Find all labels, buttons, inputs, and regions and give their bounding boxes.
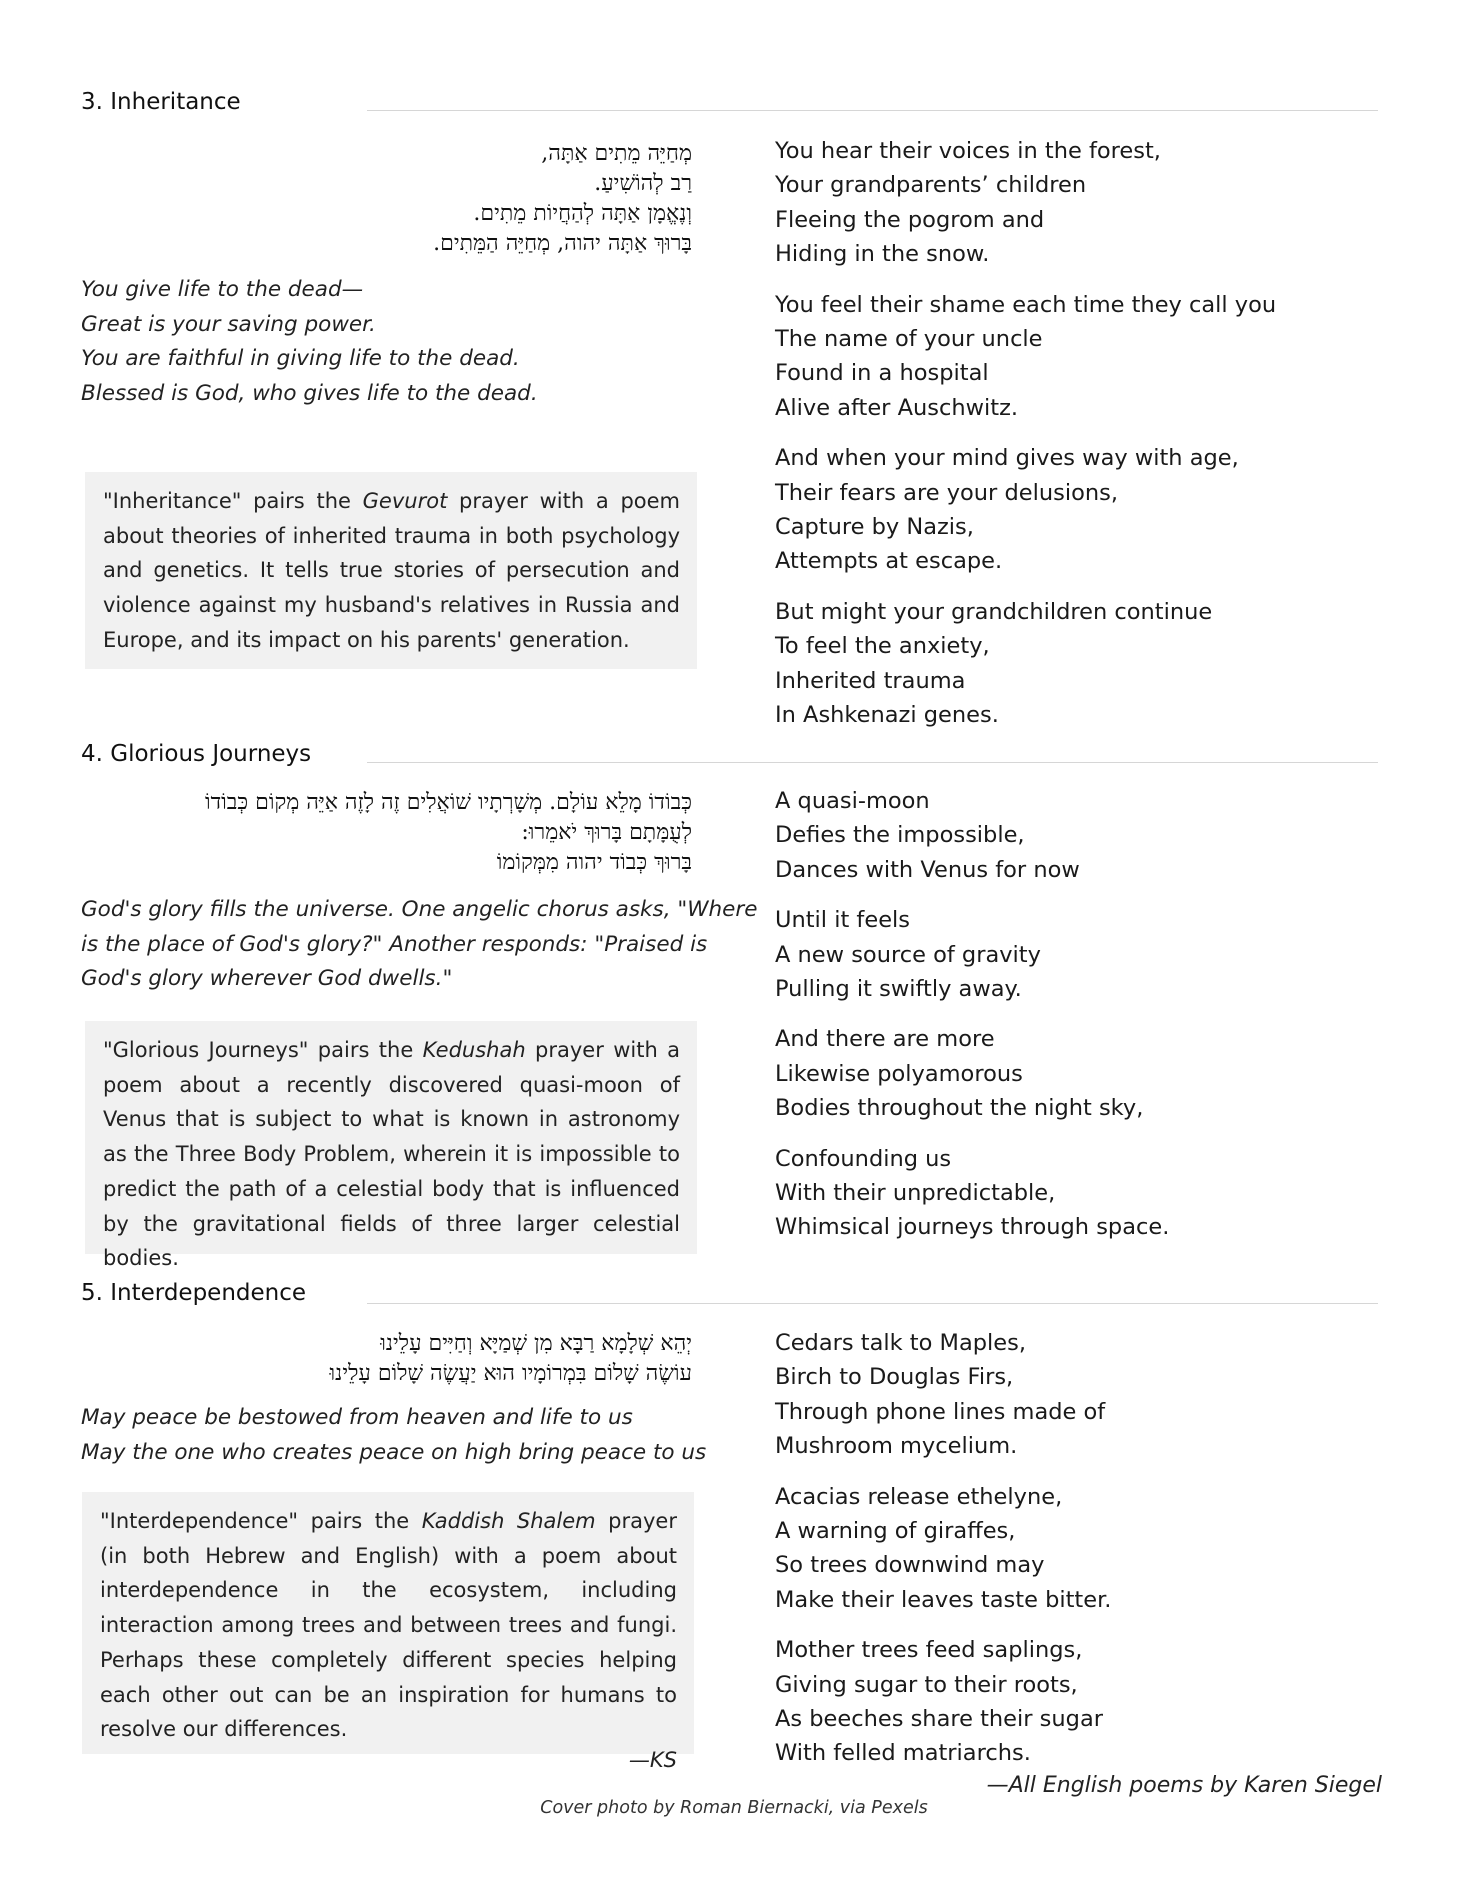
hebrew-line: מְחַיֵּה מֵתִים אַתָּה, xyxy=(541,141,692,166)
poem xyxy=(775,134,1276,749)
english-translation xyxy=(81,1401,706,1470)
poem-line: Fleeing the pogrom and xyxy=(775,206,1045,233)
english-translation xyxy=(81,273,538,411)
poem-line: Make their leaves taste bitter. xyxy=(775,1586,1112,1613)
stanza xyxy=(775,1326,1111,1464)
commentary-box xyxy=(85,1021,697,1271)
note-text-start: "Interdependence" pairs the xyxy=(100,1509,422,1533)
stanza xyxy=(775,1142,1169,1245)
poem-line: A new source of gravity xyxy=(775,941,1041,968)
poem-line: And there are more xyxy=(775,1026,995,1053)
poem-line: Pulling it swiftly away. xyxy=(775,976,1022,1003)
poem-line: The name of your uncle xyxy=(775,326,1043,353)
poem-line: A warning of giraffes, xyxy=(775,1518,1016,1545)
poem-line: Their fears are your delusions, xyxy=(775,479,1118,506)
translation-line: You are faithful in giving life to the dead. xyxy=(81,346,520,371)
poem-line: With felled matriarchs. xyxy=(775,1740,1031,1767)
poem-line: Hiding in the snow. xyxy=(775,241,990,268)
note-text-start: "Inheritance" pairs the xyxy=(103,489,363,513)
translation-line: You give life to the dead— xyxy=(81,277,364,302)
poem-line: As beeches share their sugar xyxy=(775,1706,1103,1733)
poem-line: You hear their voices in the forest, xyxy=(775,138,1161,164)
poem-line: Confounding us xyxy=(775,1145,952,1172)
poem-line: Bodies throughout the night sky, xyxy=(775,1095,1144,1122)
poem-line: Alive after Auschwitz. xyxy=(775,394,1019,421)
note-text-end: prayer with a poem about theories of inherited trauma in both psychology and genetics. It tells true stories of persecution and violence against my husband's relatives in Russia and Europe, and its impact on his parents' generation. xyxy=(103,489,681,652)
poem-line: Mushroom mycelium. xyxy=(775,1433,1018,1460)
section-divider xyxy=(367,1303,1378,1304)
poem-line: Dances with Venus for now xyxy=(775,856,1080,883)
hebrew-line: עוֹשֶׂה שָׁלוֹם בִּמְרוֹמָיו הוּא יַעֲשֶׂה שָׁלוֹם עָלֵינוּ xyxy=(329,1361,692,1386)
hebrew-line: וְנֶאֱמָן אַתָּה לְהַחֲיוֹת מֵתִים. xyxy=(473,201,692,226)
poem-line: Found in a hospital xyxy=(775,360,989,387)
section-title: 4. Glorious Journeys xyxy=(81,741,312,767)
stanza xyxy=(775,288,1276,426)
poem-line: Inherited trauma xyxy=(775,667,966,694)
translation-line: God's glory fills the universe. One angelic chorus asks, "Where xyxy=(81,897,758,922)
hebrew-line: בָּרוּךְ אַתָּה יהוה, מְחַיֵּה הַמֵּתִים. xyxy=(433,231,692,256)
poem-line: A quasi-moon xyxy=(775,788,930,814)
commentary-box xyxy=(82,1492,694,1772)
translation-line: is the place of God's glory?" Another responds: "Praised is xyxy=(81,931,708,957)
poem-line: Likewise polyamorous xyxy=(775,1060,1023,1087)
poem-line: Cedars talk to Maples, xyxy=(775,1330,1026,1356)
poem-line: You feel their shame each time they call you xyxy=(775,291,1277,318)
stanza xyxy=(775,1480,1111,1618)
poem-line: So trees downwind may xyxy=(775,1552,1045,1579)
stanza xyxy=(775,595,1276,733)
translation-line: Great is your saving power. xyxy=(81,311,376,337)
author-signature: —KS xyxy=(628,1747,677,1772)
translation-line: Blessed is God, who gives life to the dead. xyxy=(81,380,538,406)
hebrew-line: לְעֻמָּתָם בָּרוּךְ יֹאמֵרוּ: xyxy=(521,820,692,845)
poem-line: Attempts at escape. xyxy=(775,548,1003,575)
hebrew-prayer xyxy=(330,1329,692,1389)
section-divider xyxy=(367,762,1378,763)
poems-credit: —All English poems by Karen Siegel xyxy=(986,1773,1382,1798)
poem-line: Through phone lines made of xyxy=(775,1398,1106,1425)
poem-line: Birch to Douglas Firs, xyxy=(775,1364,1014,1391)
poem xyxy=(775,784,1169,1261)
poem xyxy=(775,1326,1111,1787)
translation-line: May peace be bestowed from heaven and life to us xyxy=(81,1405,633,1430)
hebrew-line: בָּרוּךְ כְּבוֹד יהוה מִמְּקוֹמוֹ xyxy=(496,850,692,875)
translation-line: May the one who creates peace on high bring peace to us xyxy=(81,1439,707,1465)
poem-line: In Ashkenazi genes. xyxy=(775,702,999,729)
poem-line: With their unpredictable, xyxy=(775,1180,1056,1207)
poem-line: But might your grandchildren continue xyxy=(775,598,1213,625)
poem-line: To feel the anxiety, xyxy=(775,633,990,660)
prayer-name: Kaddish Shalem xyxy=(421,1509,596,1533)
note-text-start: "Glorious Journeys" pairs the xyxy=(103,1038,423,1062)
note-text-end: prayer (in both Hebrew and English) with a poem about interdependence in the ecosystem, including interaction among trees and between trees and fungi. Perhaps these completely different species helping each other out can be an inspiration for humans to resolve our differences. xyxy=(100,1509,677,1742)
translation-line: God's glory wherever God dwells." xyxy=(81,966,453,991)
hebrew-prayer xyxy=(205,788,692,878)
hebrew-prayer xyxy=(433,139,692,259)
prayer-name: Gevurot xyxy=(362,489,448,513)
hebrew-line: יְהֵא שְׁלָמָא רַבָּא מִן שְׁמַיָּא וְחַיִּים עָלֵינוּ xyxy=(380,1331,692,1356)
photo-credit: Cover photo by Roman Biernacki, via Pexels xyxy=(540,1798,928,1818)
poem-line: Defies the impossible, xyxy=(775,822,1025,849)
poem-line: Mother trees feed saplings, xyxy=(775,1637,1083,1664)
poem-line: Until it feels xyxy=(775,907,911,934)
commentary-box xyxy=(85,472,697,669)
stanza xyxy=(775,441,1276,579)
stanza xyxy=(775,134,1276,272)
poem-line: And when your mind gives way with age, xyxy=(775,445,1239,472)
poem-line: Capture by Nazis, xyxy=(775,514,974,541)
stanza xyxy=(775,903,1169,1006)
stanza xyxy=(775,1022,1169,1125)
hebrew-line: רַב לְהוֹשִׁיעַ. xyxy=(594,171,692,196)
section-divider xyxy=(367,110,1378,111)
stanza xyxy=(775,784,1169,887)
note-text-end: prayer with a poem about a recently discovered quasi-moon of Venus that is subject to what is known in astronomy as the Three Body Problem, wherein it is impossible to predict the path of a celestial body that is influenced by the gravitational fields of three larger celestial bodies. xyxy=(103,1038,680,1271)
hebrew-line: כְּבוֹדוֹ מָלֵא עוֹלָם. מְשָׁרְתָיו שׁוֹאֲלִים זֶה לָזֶה אַיֵּה מְקוֹם כְּבוֹדוֹ xyxy=(204,790,692,815)
poem-line: Giving sugar to their roots, xyxy=(775,1671,1078,1698)
section-title: 5. Interdependence xyxy=(81,1280,307,1306)
poem-line: Acacias release ethelyne, xyxy=(775,1483,1063,1510)
section-title: 3. Inheritance xyxy=(81,89,241,115)
stanza xyxy=(775,1633,1111,1771)
poem-line: Whimsical journeys through space. xyxy=(775,1214,1170,1241)
prayer-name: Kedushah xyxy=(422,1038,526,1062)
english-translation xyxy=(81,893,757,997)
poem-line: Your grandparents’ children xyxy=(775,172,1087,199)
